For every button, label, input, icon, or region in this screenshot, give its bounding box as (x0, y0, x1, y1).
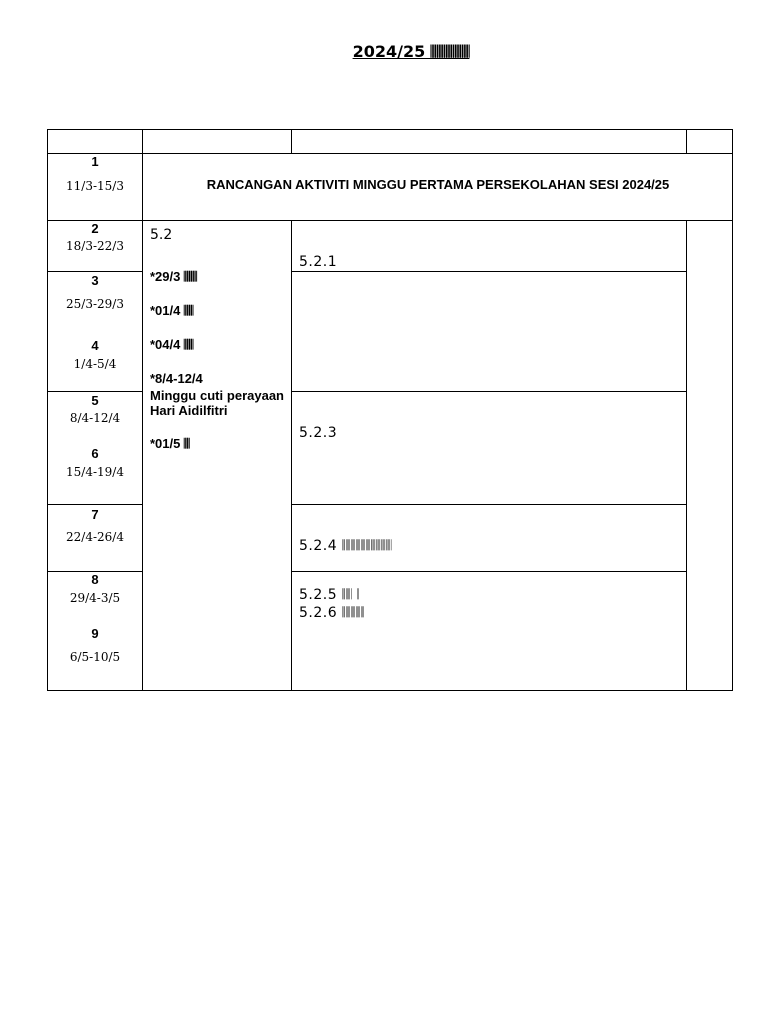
week1-row-divider (47, 220, 733, 221)
week-date: 18/3-22/3 (66, 239, 124, 253)
page-title: 2024/25 𝄁𝄁𝄁𝄁𝄁𝄁𝄁𝄁𝄁𝄁𝄁𝄁𝄁𝄁𝄁𝄁𝄁 (352, 42, 470, 61)
note-item: *29/3 𝄁𝄁𝄁𝄁𝄁𝄁𝄁 (150, 269, 197, 284)
week-number: 7 (91, 507, 99, 522)
table-border-bottom (47, 690, 733, 691)
week1-banner: RANCANGAN AKTIVITI MINGGU PERTAMA PERSEKOLAHAN SESI 2024/25 (206, 177, 670, 192)
table-border-top (47, 129, 733, 130)
week-date: 6/5-10/5 (69, 650, 121, 664)
header-row-divider (47, 153, 733, 154)
week-date: 11/3-15/3 (66, 179, 124, 193)
content-row-divider (291, 504, 687, 505)
week-date: 22/4-26/4 (66, 530, 124, 544)
col-divider-notes (291, 220, 292, 691)
header-col-divider (142, 129, 143, 154)
week-date: 29/4-3/5 (69, 591, 121, 605)
week-number: 8 (91, 572, 99, 587)
subunit-text: 5.2.4 𝄁𝄁𝄁𝄁𝄁𝄁𝄁𝄁𝄁𝄁𝄁𝄁𝄁𝄁𝄁𝄁𝄁𝄁𝄁𝄁 (299, 538, 392, 554)
week-number: 2 (91, 221, 99, 236)
week-date: 8/4-12/4 (69, 411, 121, 425)
subunit-text: 5.2.3 (299, 425, 338, 441)
subunit-text: 5.2.6 𝄁𝄁𝄁𝄁𝄁𝄁𝄁𝄁𝄁 (299, 605, 365, 621)
week-number: 9 (91, 626, 99, 641)
content-row-divider (291, 391, 687, 392)
week-row-divider (47, 391, 143, 392)
week-row-divider (47, 271, 143, 272)
note-item: *8/4-12/4 (150, 371, 203, 386)
week-row-divider (47, 504, 143, 505)
header-col-divider (686, 129, 687, 154)
week-number: 3 (91, 273, 99, 288)
holiday-note: Minggu cuti perayaan Hari Aidilfitri (150, 388, 284, 418)
week-date: 1/4-5/4 (73, 357, 117, 371)
subunit-text: 5.2.1 (299, 254, 338, 270)
week-number: 6 (91, 446, 99, 461)
content-row-divider (291, 271, 687, 272)
header-col-divider (291, 129, 292, 154)
week-number: 4 (91, 338, 99, 353)
notes-column (150, 227, 284, 470)
table-border-left (47, 129, 48, 691)
week-date: 25/3-29/3 (66, 297, 124, 311)
note-item: *01/5 𝄁𝄁𝄁 (150, 436, 190, 451)
schedule-table (47, 129, 733, 691)
subunit-text: 5.2.5 𝄁𝄁𝄁𝄁 𝄁 (299, 587, 360, 603)
note-item: *01/4 𝄁𝄁𝄁𝄁𝄁 (150, 303, 194, 318)
note-item: *04/4 𝄁𝄁𝄁𝄁𝄁 (150, 337, 194, 352)
week-number: 1 (91, 154, 99, 169)
unit-number: 5.2 (150, 227, 173, 243)
week-number: 5 (91, 393, 99, 408)
week-date: 15/4-19/4 (66, 465, 124, 479)
table-border-right (732, 129, 733, 691)
col-divider-content (686, 220, 687, 691)
content-row-divider (291, 571, 687, 572)
